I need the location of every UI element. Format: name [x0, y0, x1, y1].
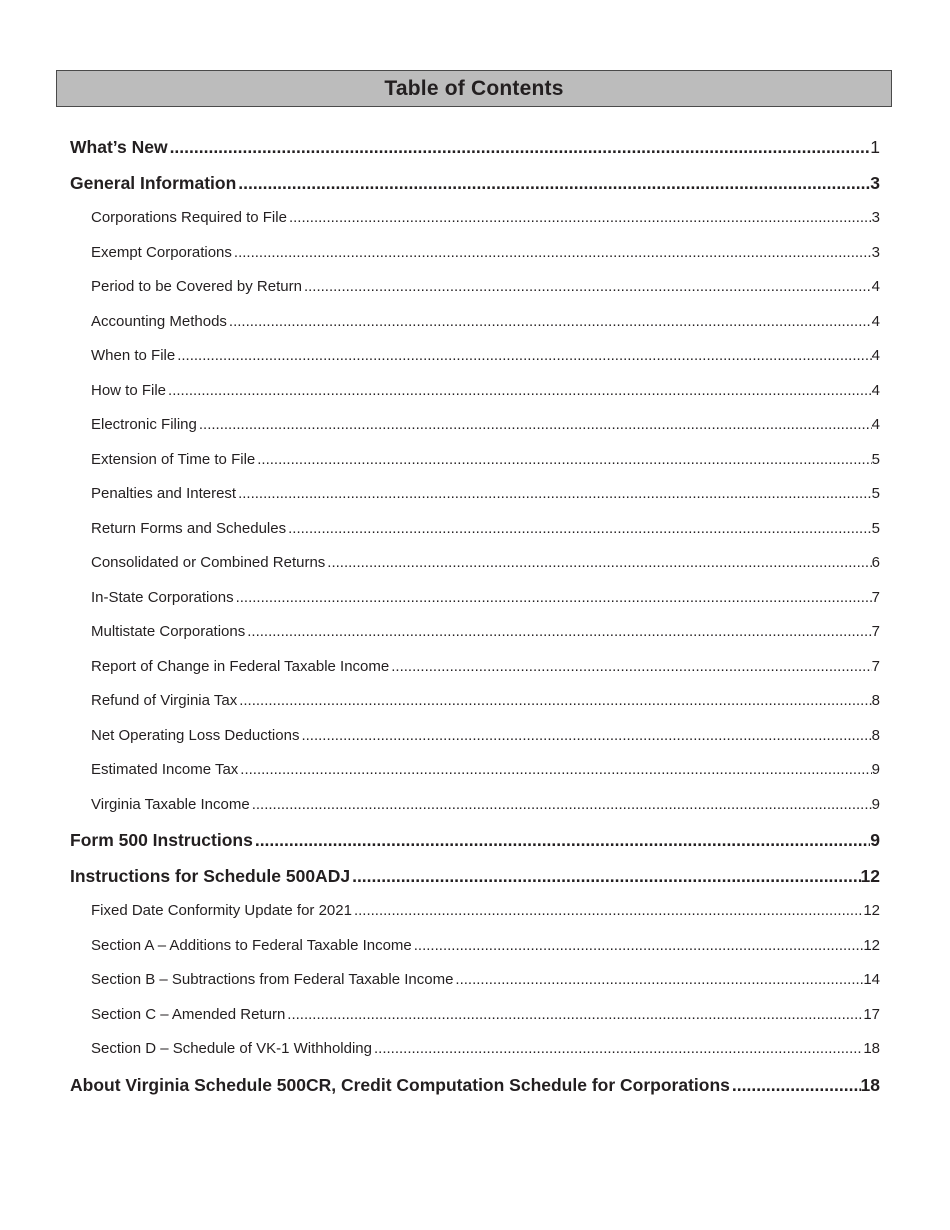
toc-entry-label: Section C – Amended Return — [91, 1005, 286, 1023]
toc-entry[interactable] — [70, 581, 880, 616]
dot-leader — [453, 963, 863, 998]
toc-entry-page: 9 — [870, 830, 880, 850]
toc-entry-label: Virginia Taxable Income — [91, 795, 250, 813]
dot-leader — [245, 615, 871, 650]
toc-entry[interactable] — [70, 788, 880, 823]
toc-entry-page: 5 — [871, 519, 880, 537]
toc-entry[interactable] — [70, 753, 880, 788]
toc-entry-page: 5 — [871, 485, 880, 502]
dot-leader — [286, 512, 872, 547]
toc-entry-page: 12 — [863, 936, 880, 954]
toc-entry-label: Estimated Income Tax — [91, 761, 239, 778]
toc-entry[interactable] — [70, 615, 880, 650]
toc-entry[interactable] — [70, 270, 880, 305]
dot-leader — [232, 236, 872, 271]
toc-entry-page: 1 — [870, 137, 880, 157]
toc-entry-label: Electronic Filing — [91, 416, 197, 433]
toc-entry[interactable] — [70, 305, 880, 340]
toc-entry-label: Section D – Schedule of VK-1 Withholding — [91, 1040, 372, 1057]
toc-entry[interactable] — [70, 858, 880, 894]
toc-entry[interactable] — [70, 822, 880, 858]
dot-leader — [227, 305, 872, 340]
page-title: Table of Contents — [384, 76, 564, 100]
toc-entry-page: 4 — [871, 278, 880, 295]
toc-entry[interactable] — [70, 1032, 880, 1067]
toc-entry-label: General Information — [70, 173, 237, 193]
toc-entry-page: 7 — [871, 623, 880, 640]
toc-entry-page: 7 — [871, 657, 880, 675]
toc-entry-page: 3 — [871, 243, 880, 261]
toc-entry[interactable] — [70, 929, 880, 964]
toc-entry-label: Refund of Virginia Tax — [91, 692, 238, 709]
toc-entry[interactable] — [70, 477, 880, 512]
toc-entry-page: 12 — [863, 902, 880, 919]
dot-leader — [350, 858, 860, 894]
toc-entry[interactable] — [70, 408, 880, 443]
toc-entry-page: 8 — [871, 726, 880, 744]
dot-leader — [197, 408, 872, 443]
toc-list — [70, 129, 880, 1103]
toc-entry-page: 3 — [871, 209, 880, 226]
dot-leader — [168, 129, 871, 165]
toc-entry-label: Extension of Time to File — [91, 450, 256, 468]
dot-leader — [285, 998, 863, 1033]
toc-entry-label: About Virginia Schedule 500CR, Credit Computation Schedule for Corporations — [70, 1074, 730, 1095]
toc-entry-label: Exempt Corporations — [91, 243, 232, 261]
toc-entry-label: Section B – Subtractions from Federal Taxable Income — [91, 971, 454, 988]
toc-entry-page: 5 — [871, 450, 880, 468]
dot-leader — [253, 822, 870, 858]
toc-entry-label: Report of Change in Federal Taxable Income — [91, 657, 390, 675]
toc-entry-page: 4 — [871, 312, 880, 330]
toc-entry-label: Instructions for Schedule 500ADJ — [70, 866, 351, 886]
toc-entry[interactable] — [70, 443, 880, 478]
toc-entry[interactable] — [70, 165, 880, 201]
toc-entry[interactable] — [70, 129, 880, 165]
toc-entry[interactable] — [70, 719, 880, 754]
toc-entry[interactable] — [70, 1067, 880, 1103]
dot-leader — [412, 929, 864, 964]
dot-leader — [238, 753, 871, 788]
toc-entry-page: 7 — [871, 588, 880, 606]
toc-entry[interactable] — [70, 201, 880, 236]
toc-header — [56, 70, 892, 107]
toc-entry-page: 14 — [863, 971, 880, 988]
toc-entry[interactable] — [70, 546, 880, 581]
toc-entry-label: Accounting Methods — [91, 312, 227, 330]
toc-entry[interactable] — [70, 374, 880, 409]
dot-leader — [389, 650, 871, 685]
toc-entry-page: 18 — [863, 1040, 880, 1057]
dot-leader — [352, 894, 863, 929]
toc-entry-label: When to File — [91, 347, 176, 364]
toc-entry-label: Section A – Additions to Federal Taxable Income — [91, 936, 412, 954]
toc-entry-label: Net Operating Loss Deductions — [91, 726, 300, 744]
toc-entry-label: Corporations Required to File — [91, 209, 287, 226]
toc-entry-page: 12 — [860, 866, 880, 886]
dot-leader — [236, 165, 870, 201]
toc-entry-label: Multistate Corporations — [91, 623, 246, 640]
dot-leader — [175, 339, 871, 374]
toc-entry-label: Penalties and Interest — [91, 485, 237, 502]
toc-entry[interactable] — [70, 894, 880, 929]
dot-leader — [325, 546, 871, 581]
toc-entry-page: 8 — [871, 692, 880, 709]
dot-leader — [234, 581, 872, 616]
toc-entry-page: 3 — [870, 173, 880, 193]
toc-entry-label: Consolidated or Combined Returns — [91, 554, 326, 571]
dot-leader — [236, 477, 872, 512]
toc-entry[interactable] — [70, 512, 880, 547]
dot-leader — [299, 719, 871, 754]
toc-entry-page: 4 — [871, 416, 880, 433]
toc-entry-label: In-State Corporations — [91, 588, 234, 606]
toc-entry-page: 18 — [860, 1074, 880, 1095]
dot-leader — [237, 684, 871, 719]
toc-entry[interactable] — [70, 236, 880, 271]
dot-leader — [302, 270, 872, 305]
toc-entry-label: Fixed Date Conformity Update for 2021 — [91, 902, 352, 919]
dot-leader — [730, 1067, 861, 1103]
toc-entry-label: How to File — [91, 381, 167, 399]
dot-leader — [250, 788, 872, 823]
dot-leader — [166, 374, 872, 409]
toc-entry-label: Period to be Covered by Return — [91, 278, 302, 295]
dot-leader — [255, 443, 871, 478]
toc-entry[interactable] — [70, 963, 880, 998]
toc-entry-page: 6 — [871, 554, 880, 571]
toc-entry[interactable] — [70, 650, 880, 685]
toc-entry-page: 4 — [871, 381, 880, 399]
toc-entry-label: Return Forms and Schedules — [91, 519, 287, 537]
toc-entry[interactable] — [70, 339, 880, 374]
dot-leader — [372, 1032, 863, 1067]
toc-entry-page: 9 — [871, 761, 880, 778]
toc-entry-page: 4 — [871, 347, 880, 364]
toc-entry[interactable] — [70, 998, 880, 1033]
toc-entry-page: 9 — [871, 795, 880, 813]
toc-entry-page: 17 — [863, 1005, 880, 1023]
toc-entry[interactable] — [70, 684, 880, 719]
toc-entry-label: Form 500 Instructions — [70, 830, 253, 850]
dot-leader — [287, 201, 872, 236]
toc-entry-label: What’s New — [70, 137, 168, 157]
